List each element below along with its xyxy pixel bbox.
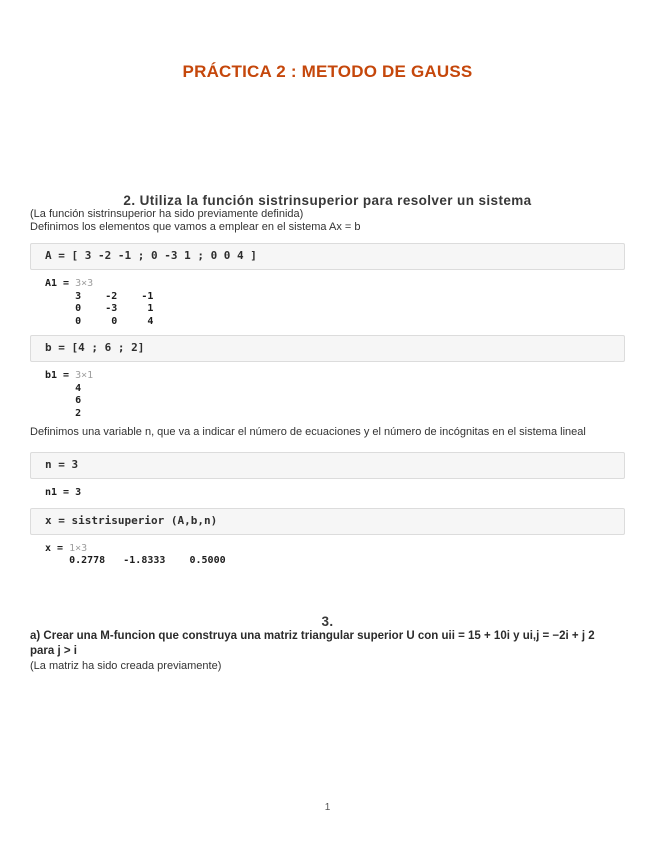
para-previously-defined: (La función sistrinsuperior ha sido previamente definida): [30, 208, 304, 220]
code-block-matrix-a: A = [ 3 -2 -1 ; 0 -3 1 ; 0 0 4 ]: [30, 243, 625, 270]
output-a1-values: 3 -2 -1 0 -3 1 0 0 4: [75, 290, 154, 327]
output-b1-variable: b1 =: [45, 370, 76, 381]
output-x-variable: x =: [45, 542, 70, 554]
output-x-values: 0.2778 -1.8333 0.5000: [69, 555, 226, 566]
output-vector-b1: [30, 370, 625, 420]
code-block-n: n = 3: [30, 452, 625, 479]
output-matrix-a1: [30, 278, 625, 328]
output-a1-variable: A1 =: [45, 278, 76, 289]
output-solution-x: [30, 543, 625, 568]
page-number: 1: [324, 802, 331, 813]
section-3-heading: 3.: [321, 613, 334, 629]
output-b1-values: 4 6 2: [75, 382, 82, 419]
output-x-dimensions: 1×3: [69, 542, 88, 554]
page-title: PRÁCTICA 2 : METODO DE GAUSS: [182, 62, 473, 81]
code-block-vector-b: b = [4 ; 6 ; 2]: [30, 335, 625, 362]
para-task-a: a) Crear una M-funcion que construya una matriz triangular superior U con uii = 15 + 10i y ui,j = −2i + j 2 para j > i: [30, 629, 595, 657]
para-define-n: Definimos una variable n, que va a indicar el número de ecuaciones y el número de incógnitas en el sistema lineal: [30, 426, 586, 438]
output-n1: n1 = 3: [45, 487, 82, 498]
section-2-heading: 2. Utiliza la función sistrinsuperior para resolver un sistema: [123, 193, 532, 208]
output-a1-dimensions: 3×3: [75, 278, 94, 289]
code-block-sistrisuperior-call: x = sistrisuperior (A,b,n): [30, 508, 625, 535]
para-matrix-created: (La matriz ha sido creada previamente): [30, 659, 222, 672]
para-define-elements: Definimos los elementos que vamos a emplear en el sistema Ax = b: [30, 221, 361, 233]
output-b1-dimensions: 3×1: [75, 370, 94, 381]
